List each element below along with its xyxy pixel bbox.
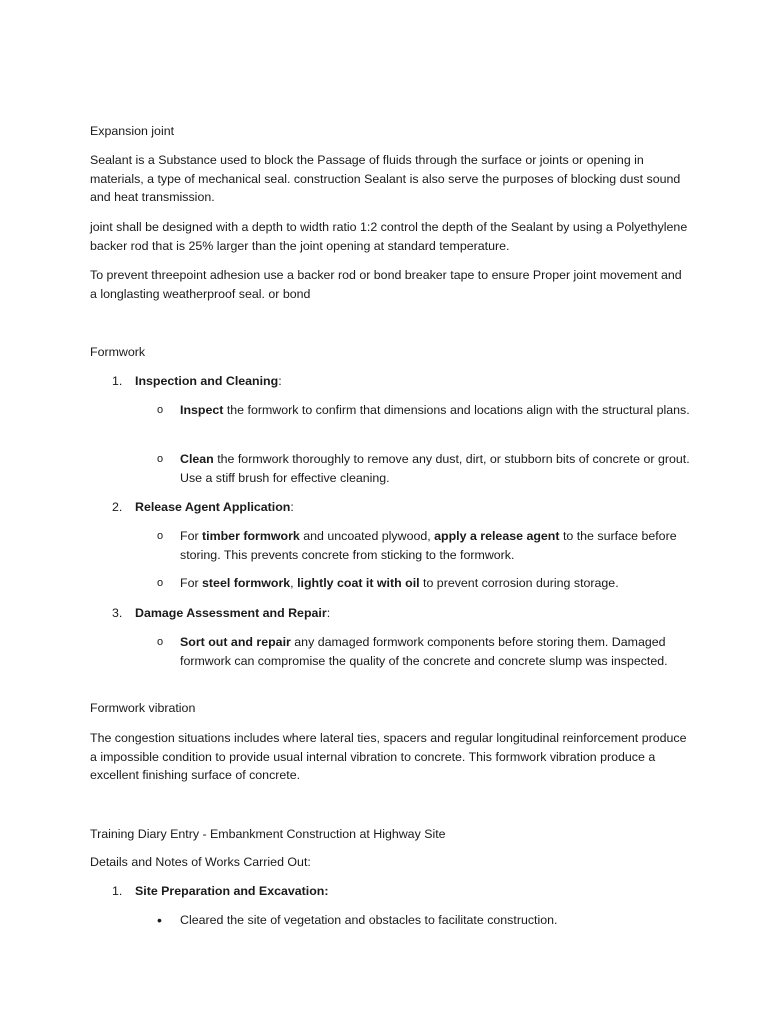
- bullet-rest: to prevent corrosion during storage.: [419, 576, 619, 590]
- heading-formwork-vibration: Formwork vibration: [90, 701, 196, 715]
- bullet-bold: Inspect: [180, 403, 224, 417]
- list-item-title-bold: Inspection and Cleaning: [135, 374, 279, 388]
- bullet-pre: For: [180, 576, 203, 590]
- bullet-text: Cleared the site of vegetation and obstacles to facilitate construction.: [180, 913, 558, 927]
- paragraph-congestion: The congestion situations includes where lateral ties, spacers and regular longitudinal reinforcement produce a impossible condition to provide usual internal vibration to concrete. This formwork vibration produce a excellent finishing surface of concrete.: [90, 731, 687, 782]
- subheading-details: Details and Notes of Works Carried Out:: [90, 855, 311, 869]
- bullet-rest: to the surface before storing. This prevents concrete from sticking to the formwork.: [180, 529, 677, 562]
- bullet-marker: o: [157, 453, 164, 465]
- bullet-bold: steel formwork: [202, 576, 291, 590]
- bullet-bold: timber formwork: [202, 529, 300, 543]
- bullet-marker: o: [157, 577, 164, 589]
- list-item-title-bold: Release Agent Application: [135, 500, 291, 514]
- bullet-text: [180, 450, 690, 487]
- bullet-text: [180, 401, 690, 420]
- bullet-bold: lightly coat it with oil: [297, 576, 420, 590]
- bullet-text: [180, 574, 690, 593]
- bullet-marker: o: [157, 530, 164, 542]
- bullet-marker: o: [157, 404, 164, 416]
- bullet-bold: Sort out and repair: [180, 635, 291, 649]
- bullet-text: [180, 527, 690, 564]
- bullet-marker: o: [157, 636, 164, 648]
- list-item-title-suffix: :: [326, 606, 331, 620]
- list-item-title-bold: Damage Assessment and Repair: [135, 606, 327, 620]
- list-item-title: [135, 882, 695, 901]
- list-item-title-suffix: :: [278, 374, 282, 388]
- heading-formwork: Formwork: [90, 345, 146, 359]
- bullet-mid: and uncoated plywood,: [299, 529, 435, 543]
- paragraph-sealant: Sealant is a Substance used to block the Passage of fluids through the surface or joints or opening in materials, a type of mechanical seal. construction Sealant is also serve the purposes of blocking dust sound and heat transmission.: [90, 153, 681, 204]
- bullet-rest: the formwork to confirm that dimensions and locations align with the structural plans.: [223, 403, 690, 417]
- bullet-mid: ,: [290, 576, 298, 590]
- bullet-bold: apply a release agent: [434, 529, 560, 543]
- bullet-rest: the formwork thoroughly to remove any dust, dirt, or stubborn bits of concrete or grout. Use a stiff brush for effective cleaning.: [180, 452, 690, 485]
- bullet-marker: •: [157, 912, 162, 928]
- list-item-title: [135, 372, 695, 391]
- list-item-title-bold: Site Preparation and Excavation:: [135, 884, 329, 898]
- paragraph-joint-design: joint shall be designed with a depth to width ratio 1:2 control the depth of the Sealant by using a Polyethylene backer rod that is 25% larger than the joint opening at standard temperature.: [90, 220, 688, 253]
- heading-expansion-joint: Expansion joint: [90, 124, 175, 138]
- list-number: 3.: [112, 606, 123, 620]
- bullet-bold: Clean: [180, 452, 214, 466]
- list-number: 1.: [112, 884, 123, 898]
- bullet-text: [180, 633, 690, 670]
- list-item-title-suffix: :: [290, 500, 294, 514]
- list-item-title: [135, 604, 695, 623]
- bullet-rest: any damaged formwork components before storing them. Damaged formwork can compromise the quality of the concrete and concrete slump was inspected.: [180, 635, 668, 668]
- list-number: 2.: [112, 500, 123, 514]
- heading-training-diary: Training Diary Entry - Embankment Construction at Highway Site: [90, 827, 446, 841]
- paragraph-threepoint-adhesion: To prevent threepoint adhesion use a backer rod or bond breaker tape to ensure Proper joint movement and a longlasting weatherproof seal. or bond: [90, 268, 682, 301]
- bullet-pre: For: [180, 529, 203, 543]
- list-item-title: [135, 498, 695, 517]
- list-number: 1.: [112, 374, 123, 388]
